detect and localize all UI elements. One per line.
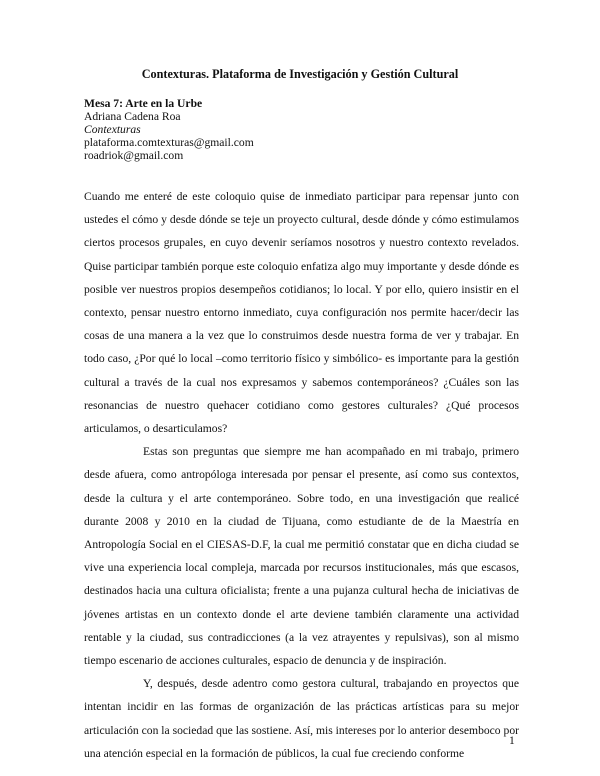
- session-title: Mesa 7: Arte en la Urbe: [84, 97, 203, 110]
- email-secondary: roadriok@gmail.com: [84, 149, 184, 162]
- document-title: Contexturas. Plataforma de Investigación y Gestión Cultural: [141, 67, 459, 81]
- paragraph-2: Estas son preguntas que siempre me han acompañado en mi trabajo, primero desde afuera, como antropóloga interesada por pensar el presente, así como sus contextos, desde la cultura y el arte contemporáneo. Sobre todo, en una investigación que realicé durante 2008 y 2010 en la ciudad de Tijuana, como estudiante de de la Maestría en Antropología Social en el CIESAS-D.F, la cual me permitió constatar que en dicha ciudad se vive una experiencia local compleja, marcada por recursos institucionales, más que escasos, destinados hacia una cultura oficialista; frente a una pujanza cultural hecha de iniciativas de jóvenes artistas en un contexto donde el arte deviene también claramente una actividad rentable y la ciudad, sus contradicciones (a la vez atrayentes y repulsivas), son al mismo tiempo escenario de acciones culturales, espacio de denuncia y de inspiración.: [84, 445, 519, 668]
- paragraph-3: Y, después, desde adentro como gestora cultural, trabajando en proyectos que intentan incidir en las formas de organización de las prácticas artísticas para su mejor articulación con la sociedad que las sostiene. Así, mis intereses por lo anterior desemboco por una atención especial en la formación de públicos, la cual fue creciendo conforme: [84, 677, 519, 760]
- document-body: [84, 185, 519, 765]
- author-name: Adriana Cadena Roa: [84, 110, 181, 123]
- page-number: 1: [509, 734, 515, 747]
- paragraph-1: Cuando me enteré de este coloquio quise de inmediato participar para repensar junto con ustedes el cómo y desde dónde se teje un proyecto cultural, desde dónde y cómo estimulamos ciertos procesos grupales, en cuyo devenir seríamos nosotros y nuestro contexto revelados. Quise participar también porque este coloquio enfatiza algo muy importante y desde dónde es posible ver nuestros propios desempeños cotidianos; lo local. Y por ello, quiero insistir en el contexto, pensar nuestro entorno inmediato, cuya configuración nos permite hacer/decir las cosas de una manera a la vez que lo construimos desde nuestra forma de ver y trabajar. En todo caso, ¿Por qué lo local –como territorio físico y simbólico- es importante para la gestión cultural a través de la cual nos expresamos y sabemos contemporáneos? ¿Cuáles son las resonancias de nuestro quehacer cotidiano como gestores culturales? ¿Qué procesos articulamos, o desarticulamos?: [84, 190, 519, 436]
- email-primary: plataforma.comtexturas@gmail.com: [84, 136, 254, 149]
- organization-name: Contexturas: [84, 123, 141, 136]
- document-header: [84, 97, 254, 162]
